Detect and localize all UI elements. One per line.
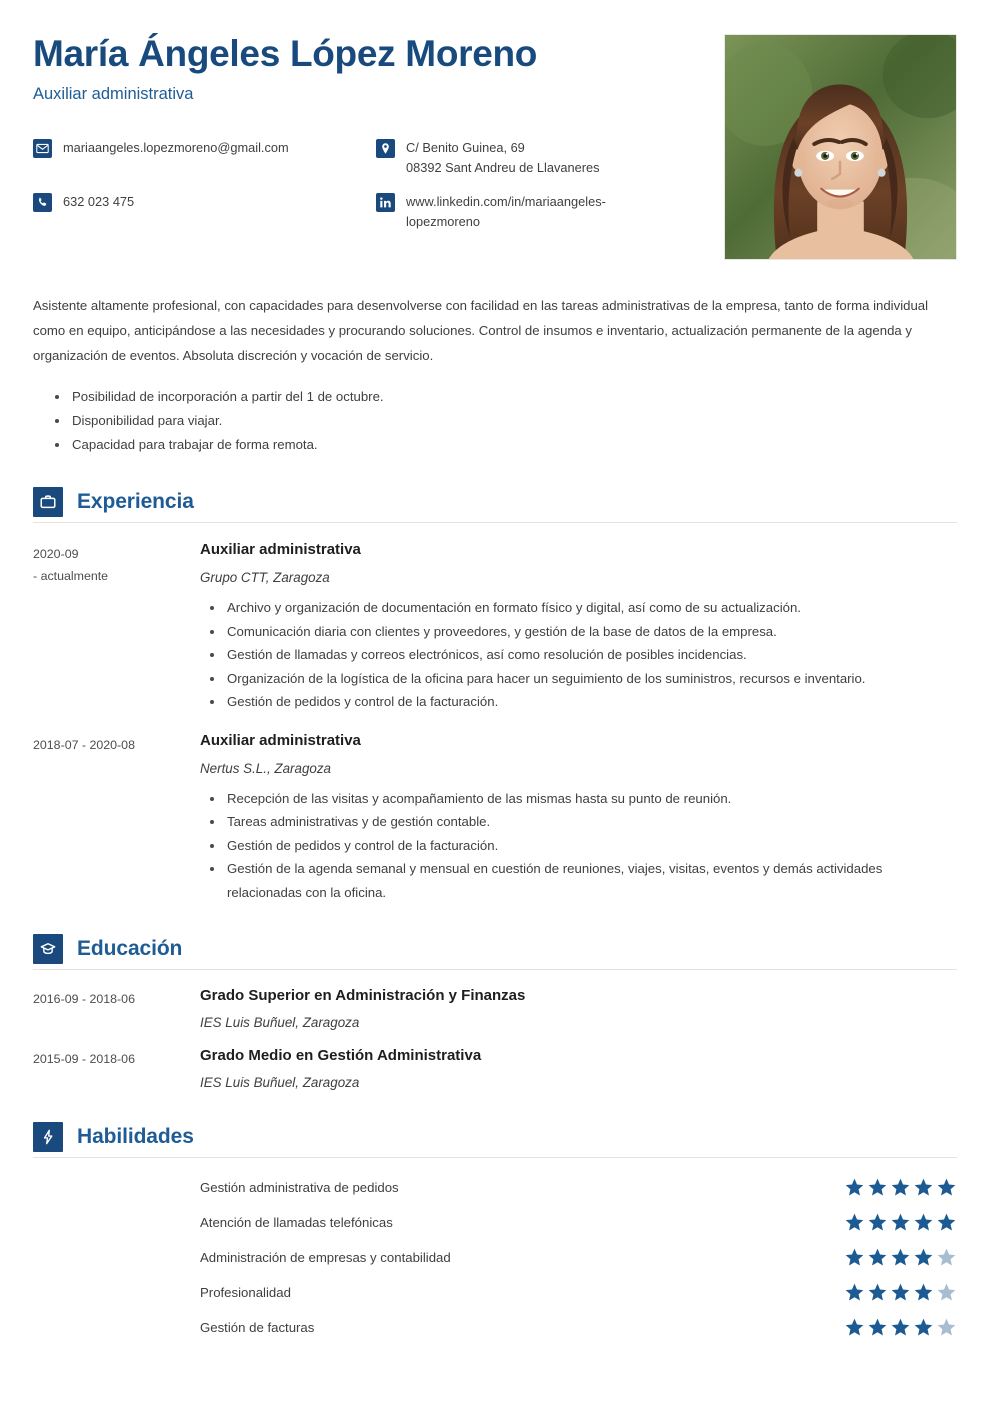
section-education <box>33 934 957 1090</box>
contact-linkedin-text: www.linkedin.com/in/mariaangeles- lopezmoreno <box>406 193 606 229</box>
skill-row <box>33 1170 957 1205</box>
star-icon <box>844 1177 865 1198</box>
star-icon <box>867 1282 888 1303</box>
entry-role: Auxiliar administrativa <box>200 731 361 749</box>
list-item: Comunicación diaria con clientes y proveedores, y gestión de la base de datos de la empresa. <box>210 620 957 644</box>
list-item: Posibilidad de incorporación a partir del 1 de octubre. <box>55 385 963 409</box>
school-name: IES Luis Buñuel, Zaragoza <box>200 1075 360 1090</box>
star-icon <box>913 1212 934 1233</box>
star-icon <box>913 1317 934 1338</box>
skill-row <box>33 1275 957 1310</box>
skill-rating <box>844 1212 957 1233</box>
skill-name: Profesionalidad <box>200 1285 291 1300</box>
section-title-experience: Experiencia <box>77 489 194 513</box>
degree-title: Grado Medio en Gestión Administrativa <box>200 1047 482 1064</box>
star-icon <box>890 1247 911 1268</box>
star-icon <box>936 1177 957 1198</box>
star-icon <box>867 1212 888 1233</box>
star-icon <box>936 1317 957 1338</box>
contact-address-text: C/ Benito Guinea, 69 08392 Sant Andreu de Llavaneres <box>406 139 600 175</box>
skill-rating <box>844 1282 957 1303</box>
contact-phone[interactable] <box>33 192 376 238</box>
list-item: Tareas administrativas y de gestión contable. <box>210 810 957 834</box>
section-header-experience <box>33 487 957 523</box>
entry-bullet-list <box>200 787 957 905</box>
skill-name: Gestión administrativa de pedidos <box>200 1180 399 1195</box>
linkedin-icon <box>376 193 395 212</box>
list-item: Gestión de pedidos y control de la facturación. <box>210 834 957 858</box>
skills-list <box>33 1170 957 1345</box>
contact-email[interactable] <box>33 138 376 184</box>
list-item: Recepción de las visitas y acompañamiento de las mismas hasta su punto de reunión. <box>210 787 957 811</box>
entry-body <box>200 1047 957 1090</box>
star-icon <box>936 1212 957 1233</box>
job-title: Auxiliar administrativa <box>33 84 194 103</box>
summary-bullet-list <box>33 385 963 457</box>
list-item: Archivo y organización de documentación en formato físico y digital, así como de su actualización. <box>210 596 957 620</box>
graduation-cap-icon <box>33 934 63 964</box>
experience-entry <box>33 541 957 714</box>
star-icon <box>936 1282 957 1303</box>
lightning-bolt-icon <box>33 1122 63 1152</box>
list-item: Disponibilidad para viajar. <box>55 409 963 433</box>
star-icon <box>867 1317 888 1338</box>
experience-entry <box>33 732 957 905</box>
star-icon <box>913 1247 934 1268</box>
school-name: IES Luis Buñuel, Zaragoza <box>200 1015 360 1030</box>
entry-body <box>200 541 957 714</box>
education-entry <box>33 1047 957 1090</box>
entry-body <box>200 987 957 1030</box>
degree-title: Grado Superior en Administración y Finanzas <box>200 987 526 1004</box>
skill-row <box>33 1240 957 1275</box>
entry-role: Auxiliar administrativa <box>200 541 361 558</box>
entry-organization: Grupo CTT, Zaragoza <box>200 570 330 585</box>
star-icon <box>890 1282 911 1303</box>
section-header-education <box>33 934 957 970</box>
entry-bullet-list <box>200 596 957 714</box>
contact-phone-text: 632 023 475 <box>63 193 135 209</box>
entry-body <box>200 732 957 905</box>
star-icon <box>913 1282 934 1303</box>
star-icon <box>890 1177 911 1198</box>
list-item: Capacidad para trabajar de forma remota. <box>55 433 963 457</box>
star-icon <box>844 1247 865 1268</box>
email-icon <box>33 139 52 158</box>
star-icon <box>844 1282 865 1303</box>
contact-email-text: mariaangeles.lopezmoreno@gmail.com <box>63 139 289 155</box>
list-item: Gestión de la agenda semanal y mensual en cuestión de reuniones, viajes, visitas, eventos y demás actividades relacionadas con la oficina. <box>210 857 957 904</box>
skill-rating <box>844 1247 957 1268</box>
skill-row <box>33 1310 957 1345</box>
profile-summary <box>33 293 963 457</box>
section-header-skills <box>33 1122 957 1158</box>
header-left-column <box>33 34 693 246</box>
section-skills <box>33 1122 957 1345</box>
skill-row <box>33 1205 957 1240</box>
skill-rating <box>844 1177 957 1198</box>
skill-rating <box>844 1317 957 1338</box>
section-title-skills: Habilidades <box>77 1124 194 1148</box>
education-entry <box>33 987 957 1030</box>
star-icon <box>844 1317 865 1338</box>
list-item: Organización de la logística de la oficina para hacer un seguimiento de los suministros, recursos e inventario. <box>210 667 957 691</box>
phone-icon <box>33 193 52 212</box>
entry-dates: 2020-09 - actualmente <box>33 547 109 583</box>
entry-dates: 2016-09 - 2018-06 <box>33 992 135 1006</box>
star-icon <box>844 1212 865 1233</box>
location-pin-icon <box>376 139 395 158</box>
star-icon <box>890 1317 911 1338</box>
resume-header <box>33 0 957 260</box>
contact-info <box>33 138 698 246</box>
list-item: Gestión de llamadas y correos electrónicos, así como resolución de posibles incidencias. <box>210 643 957 667</box>
list-item: Gestión de pedidos y control de la facturación. <box>210 690 957 714</box>
skill-name: Administración de empresas y contabilidad <box>200 1250 451 1265</box>
page-title: María Ángeles López Moreno <box>33 33 538 74</box>
contact-linkedin[interactable] <box>376 192 676 238</box>
star-icon <box>913 1177 934 1198</box>
star-icon <box>867 1247 888 1268</box>
star-icon <box>890 1212 911 1233</box>
skill-name: Gestión de facturas <box>200 1320 315 1335</box>
star-icon <box>936 1247 957 1268</box>
summary-paragraph: Asistente altamente profesional, con capacidades para desenvolverse con facilidad en las tareas administrativas de la empresa, tanto de forma individual como en equipo, anticipándose a las necesidades y procurando soluciones. Control de insumos e inventario, actualización permanente de la agenda y organización de eventos. Absoluta discreción y vocación de servicio. <box>33 298 929 363</box>
section-experience <box>33 487 957 904</box>
entry-dates: 2018-07 - 2020-08 <box>33 737 135 752</box>
section-title-education: Educación <box>77 936 183 960</box>
entry-organization: Nertus S.L., Zaragoza <box>200 760 331 776</box>
skill-name: Atención de llamadas telefónicas <box>200 1215 393 1230</box>
avatar <box>724 34 957 260</box>
entry-dates: 2015-09 - 2018-06 <box>33 1052 135 1066</box>
contact-address <box>376 138 676 184</box>
briefcase-icon <box>33 487 63 517</box>
star-icon <box>867 1177 888 1198</box>
